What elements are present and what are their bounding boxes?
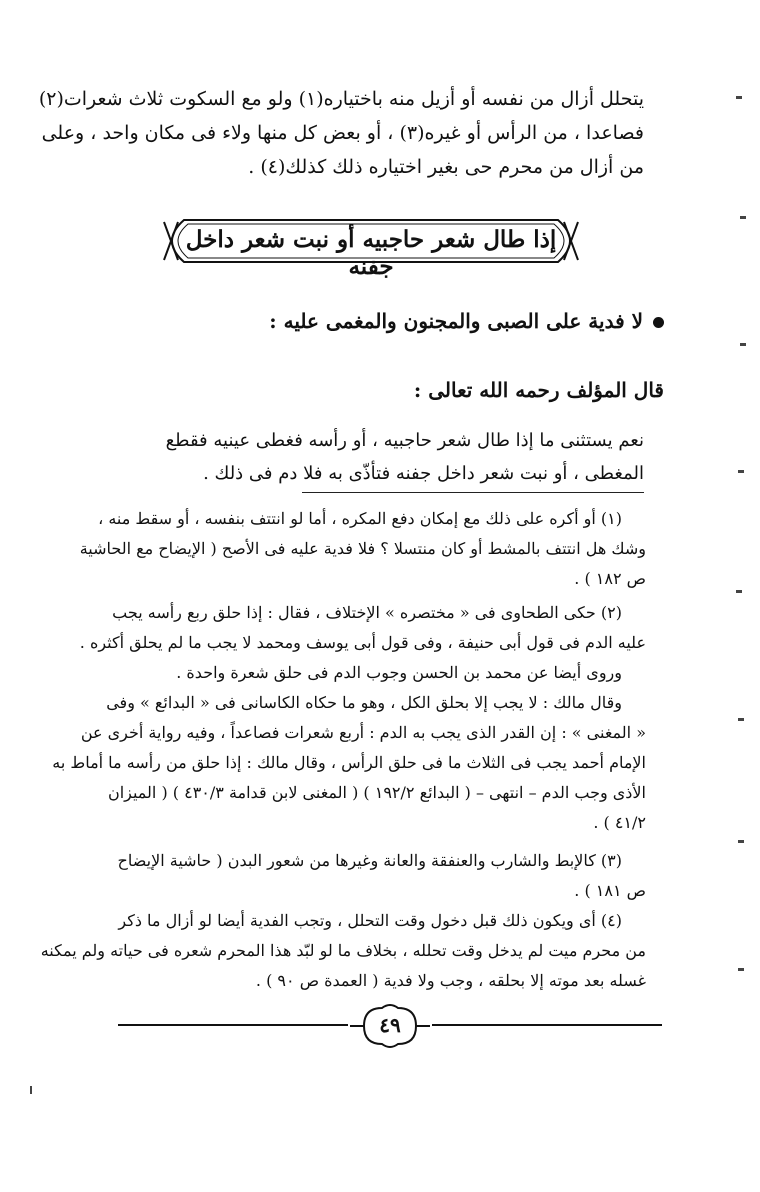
bullet-heading-text: لا فدية على الصبى والمجنون والمغمى عليه : bbox=[269, 309, 643, 333]
footnote-1 bbox=[79, 504, 646, 594]
margin-mark bbox=[736, 96, 742, 99]
footnote-line: وقال مالك : لا يجب إلا بحلق الكل ، وهو ما حكاه الكاسانى فى « البدائع » وفى bbox=[106, 693, 622, 712]
intro-line: فصاعدا ، من الرأس أو غيره(٣) ، أو بعض كل منها ولاء فى مكان واحد ، وعلى bbox=[41, 122, 644, 144]
page-footer bbox=[118, 1000, 662, 1052]
footnote-line: ص ١٨٢ ) . bbox=[574, 569, 646, 588]
intro-paragraph bbox=[38, 82, 644, 184]
margin-mark bbox=[738, 470, 744, 473]
margin-mark bbox=[740, 343, 746, 346]
section-title-banner bbox=[158, 216, 584, 280]
author-heading: قال المؤلف رحمه الله تعالى : bbox=[413, 378, 664, 402]
footnote-line: (٢) حكى الطحاوى فى « مختصره » الإختلاف ، فقال : إذا حلق ربع رأسه يجب bbox=[112, 603, 622, 622]
footnote-4 bbox=[40, 906, 646, 996]
footnote-line: (١) أو أكره على ذلك مع إمكان دفع المكره ، أما لو انتتف بنفسه ، أو سقط منه ، bbox=[98, 509, 622, 528]
intro-line: يتحلل أزال من نفسه أو أزيل منه باختياره(١) ولو مع السكوت ثلاث شعرات(٢) bbox=[38, 88, 644, 110]
footnote-line: ص ١٨١ ) . bbox=[574, 881, 646, 900]
footnote-divider bbox=[302, 492, 644, 493]
margin-mark bbox=[740, 216, 746, 219]
footnote-line: غسله بعد موته إلا بحلقه ، وجب ولا فدية ( العمدة ص ٩٠ ) . bbox=[255, 971, 646, 990]
body-line: نعم يستثنى ما إذا طال شعر حاجبيه ، أو رأسه فغطى عينيه فقطع bbox=[165, 430, 644, 451]
footnote-line: وشك هل انتتف بالمشط أو كان منتسلا ؟ فلا فدية عليه فى الأصح ( الإيضاح مع الحاشية bbox=[79, 539, 646, 558]
margin-mark bbox=[738, 840, 744, 843]
footnote-line: الإمام أحمد يجب فى الثلاث ما فى حلق الرأس ، وقال مالك : إذا حلق من رأسه ما أماط به bbox=[52, 753, 646, 772]
page-number: ٤٩ bbox=[379, 1013, 401, 1037]
footnote-line: وروى أيضا عن محمد بن الحسن وجوب الدم فى حلق شعرة واحدة . bbox=[176, 663, 622, 682]
margin-mark bbox=[738, 968, 744, 971]
footer-rule-right bbox=[432, 1024, 662, 1026]
footnote-line: الأذى وجب الدم – انتهى – ( البدائع ١٩٢/٢ ) ( المغنى لابن قدامة ٤٣٠/٣ ) ( الميزان bbox=[107, 783, 646, 802]
footnote-line: (٣) كالإبط والشارب والعنفقة والعانة وغيرها من شعور البدن ( حاشية الإيضاح bbox=[117, 851, 622, 870]
intro-line: من أزال من محرم حى بغير اختياره ذلك كذلك(٤) . bbox=[248, 156, 644, 178]
footer-rule-left bbox=[118, 1024, 348, 1026]
bullet-heading bbox=[269, 309, 664, 333]
footnote-line: من محرم ميت لم يدخل وقت تحلله ، بخلاف ما لو لبّد هذا المحرم شعره فى حياته ولم يمكنه bbox=[40, 941, 646, 960]
margin-mark bbox=[30, 1086, 32, 1094]
section-title: إذا طال شعر حاجبيه أو نبت شعر داخل جفنه bbox=[185, 226, 557, 280]
margin-mark bbox=[736, 590, 742, 593]
footnote-2 bbox=[52, 598, 646, 838]
footnote-line: (٤) أى ويكون ذلك قبل دخول وقت التحلل ، وتجب الفدية أيضا لو أزال ما ذكر bbox=[118, 911, 622, 930]
body-line: المغطى ، أو نبت شعر داخل جفنه فتأذّى به فلا دم فى ذلك . bbox=[203, 463, 644, 484]
margin-mark bbox=[738, 718, 744, 721]
footnote-line: ٤١/٢ ) . bbox=[593, 813, 646, 832]
footnote-3 bbox=[86, 846, 646, 906]
footnote-line: عليه الدم فى قول أبى حنيفة ، وفى قول أبى يوسف ومحمد لا يجب ما لم يحلق أكثره . bbox=[79, 633, 646, 652]
footnote-line: « المغنى » : إن القدر الذى يجب به الدم : أربع شعرات فصاعداً ، وفيه رواية أخرى عن bbox=[80, 723, 646, 742]
bullet-icon bbox=[653, 317, 664, 328]
body-paragraph bbox=[80, 424, 644, 490]
